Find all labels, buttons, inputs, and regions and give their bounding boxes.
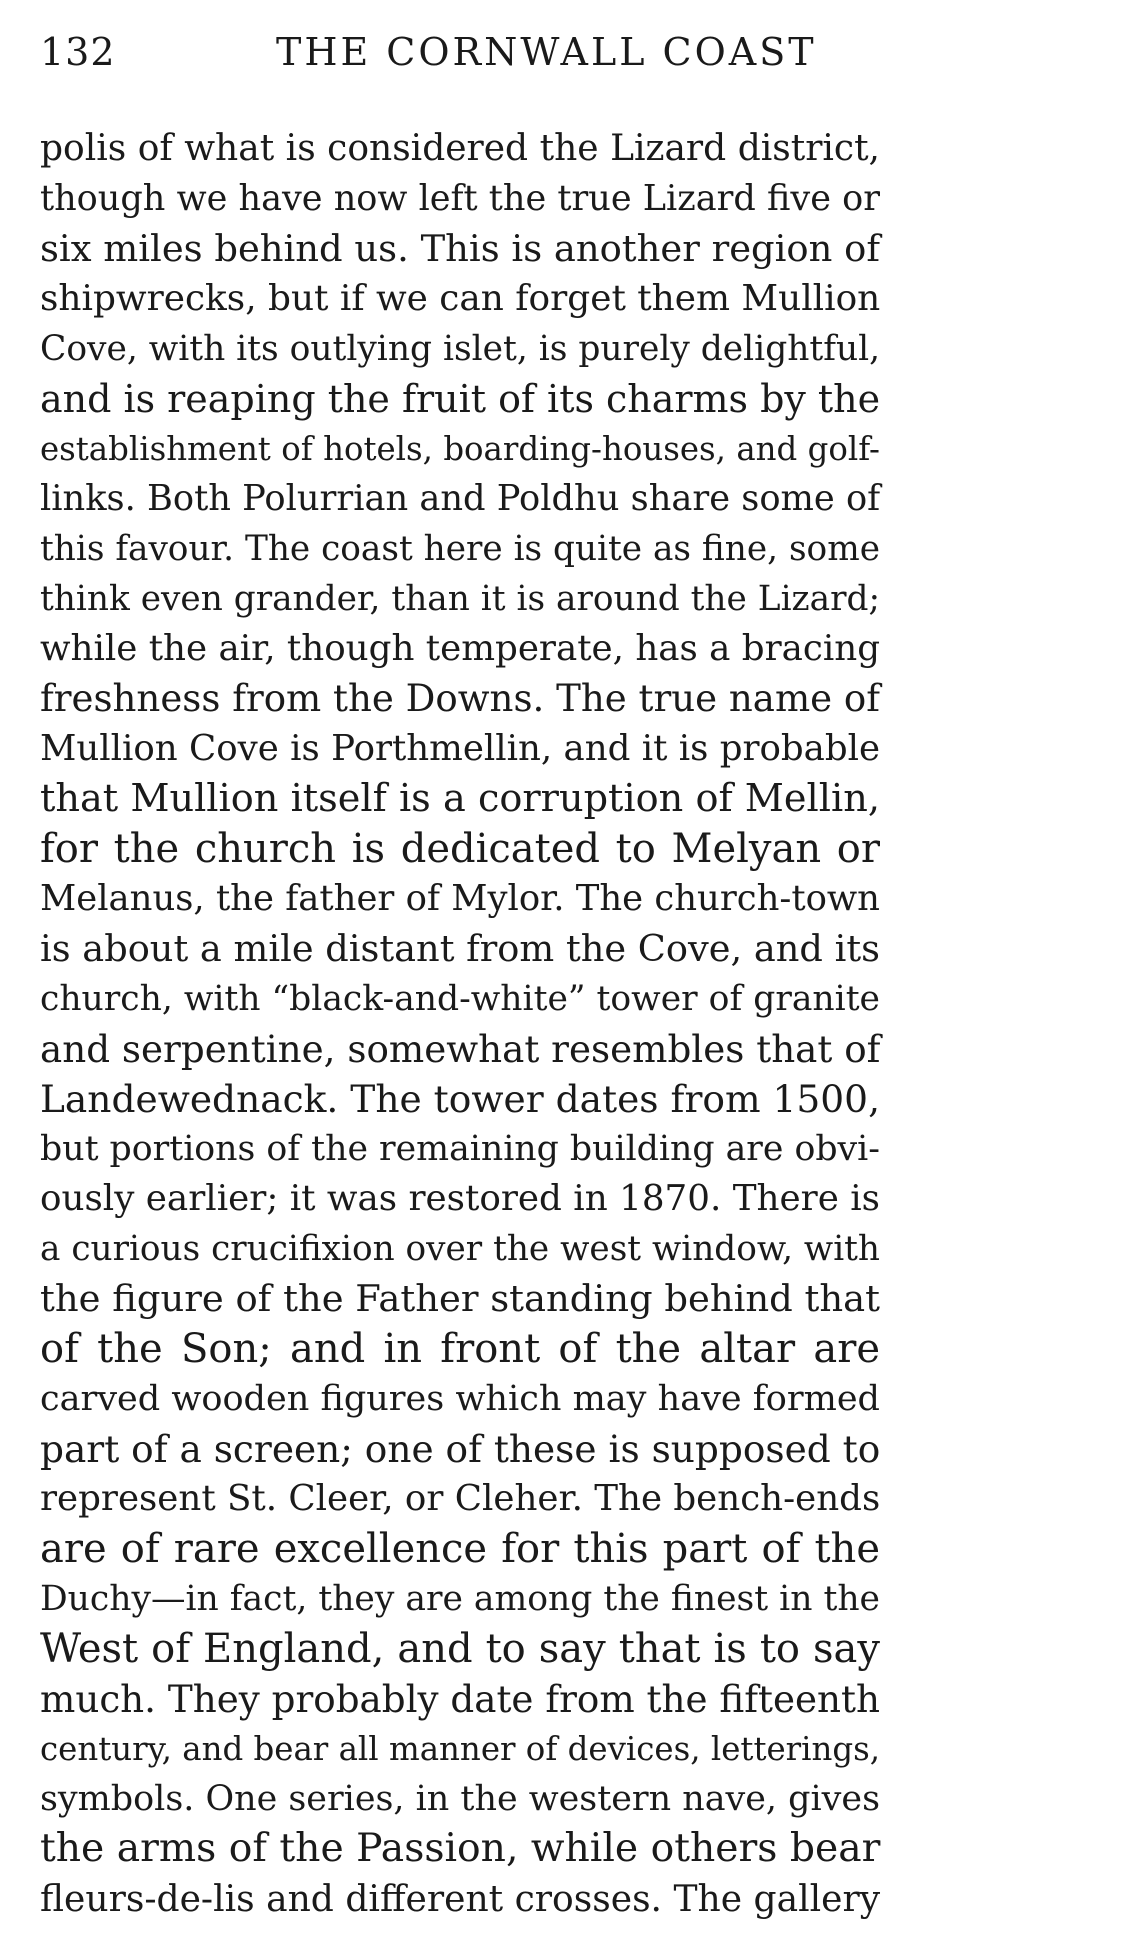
text-line: and serpentine, somewhat resembles that of (40, 1027, 881, 1071)
text-line: shipwrecks, but if we can forget them Mullion (40, 278, 881, 319)
text-line: is about a mile distant from the Cove, and its (40, 927, 880, 970)
text-line: represent St. Cleer, or Cleher. The bench-ends (40, 1478, 881, 1519)
text-line: are of rare excellence for this part of the (40, 1526, 880, 1572)
text-line: freshness from the Downs. The true name of (40, 677, 881, 720)
text-line: much. They probably date from the fifteenth (40, 1677, 880, 1721)
text-line: this favour. The coast here is quite as fine, some (40, 529, 880, 569)
body-text (40, 124, 880, 1924)
text-line: and is reaping the fruit of its charms by the (40, 377, 881, 421)
text-line: Duchy—in fact, they are among the finest in the (40, 1579, 880, 1619)
text-line: but portions of the remaining building are obvi- (40, 1129, 880, 1169)
text-line: West of England, and to say that is to say (40, 1626, 880, 1672)
page-number: 132 (40, 30, 116, 74)
text-line: Landewednack. The tower dates from 1500, (40, 1077, 880, 1121)
text-line: six miles behind us. This is another region of (40, 227, 880, 270)
text-line: Cove, with its outlying islet, is purely delightful, (40, 329, 881, 369)
text-line: polis of what is considered the Lizard district, (40, 128, 880, 169)
text-line: church, with “black-and-white” tower of granite (40, 979, 880, 1019)
text-line: Melanus, the father of Mylor. The church-town (40, 878, 880, 919)
text-line: carved wooden figures which may have formed (40, 1378, 880, 1419)
text-line: part of a screen; one of these is supposed to (40, 1427, 881, 1471)
text-line: think even grander, than it is around the Lizard; (40, 579, 880, 619)
text-line: that Mullion itself is a corruption of Mellin, (40, 777, 880, 821)
text-line: a curious crucifixion over the west window, with (40, 1229, 880, 1269)
text-line: links. Both Polurrian and Poldhu share some of (40, 478, 881, 519)
text-line: establishment of hotels, boarding-houses, and golf- (40, 430, 880, 468)
text-line: symbols. One series, in the western nave, gives (40, 1779, 880, 1819)
text-line: for the church is dedicated to Melyan or (40, 826, 880, 872)
text-line: century, and bear all manner of devices, letterings, (40, 1730, 881, 1768)
text-line: fleurs-de-lis and different crosses. The gallery (40, 1878, 881, 1920)
running-title: THE CORNWALL COAST (276, 30, 817, 74)
running-head (40, 22, 860, 82)
text-line: of the Son; and in front of the altar are (40, 1326, 880, 1372)
text-line: ously earlier; it was restored in 1870. There is (40, 1178, 880, 1219)
text-line: while the air, though temperate, has a bracing (40, 628, 881, 669)
text-line: Mullion Cove is Porthmellin, and it is probable (40, 728, 880, 769)
text-line: the arms of the Passion, while others bear (40, 1826, 881, 1871)
text-line: the figure of the Father standing behind that (40, 1277, 880, 1320)
text-line: though we have now left the true Lizard five or (40, 178, 880, 219)
